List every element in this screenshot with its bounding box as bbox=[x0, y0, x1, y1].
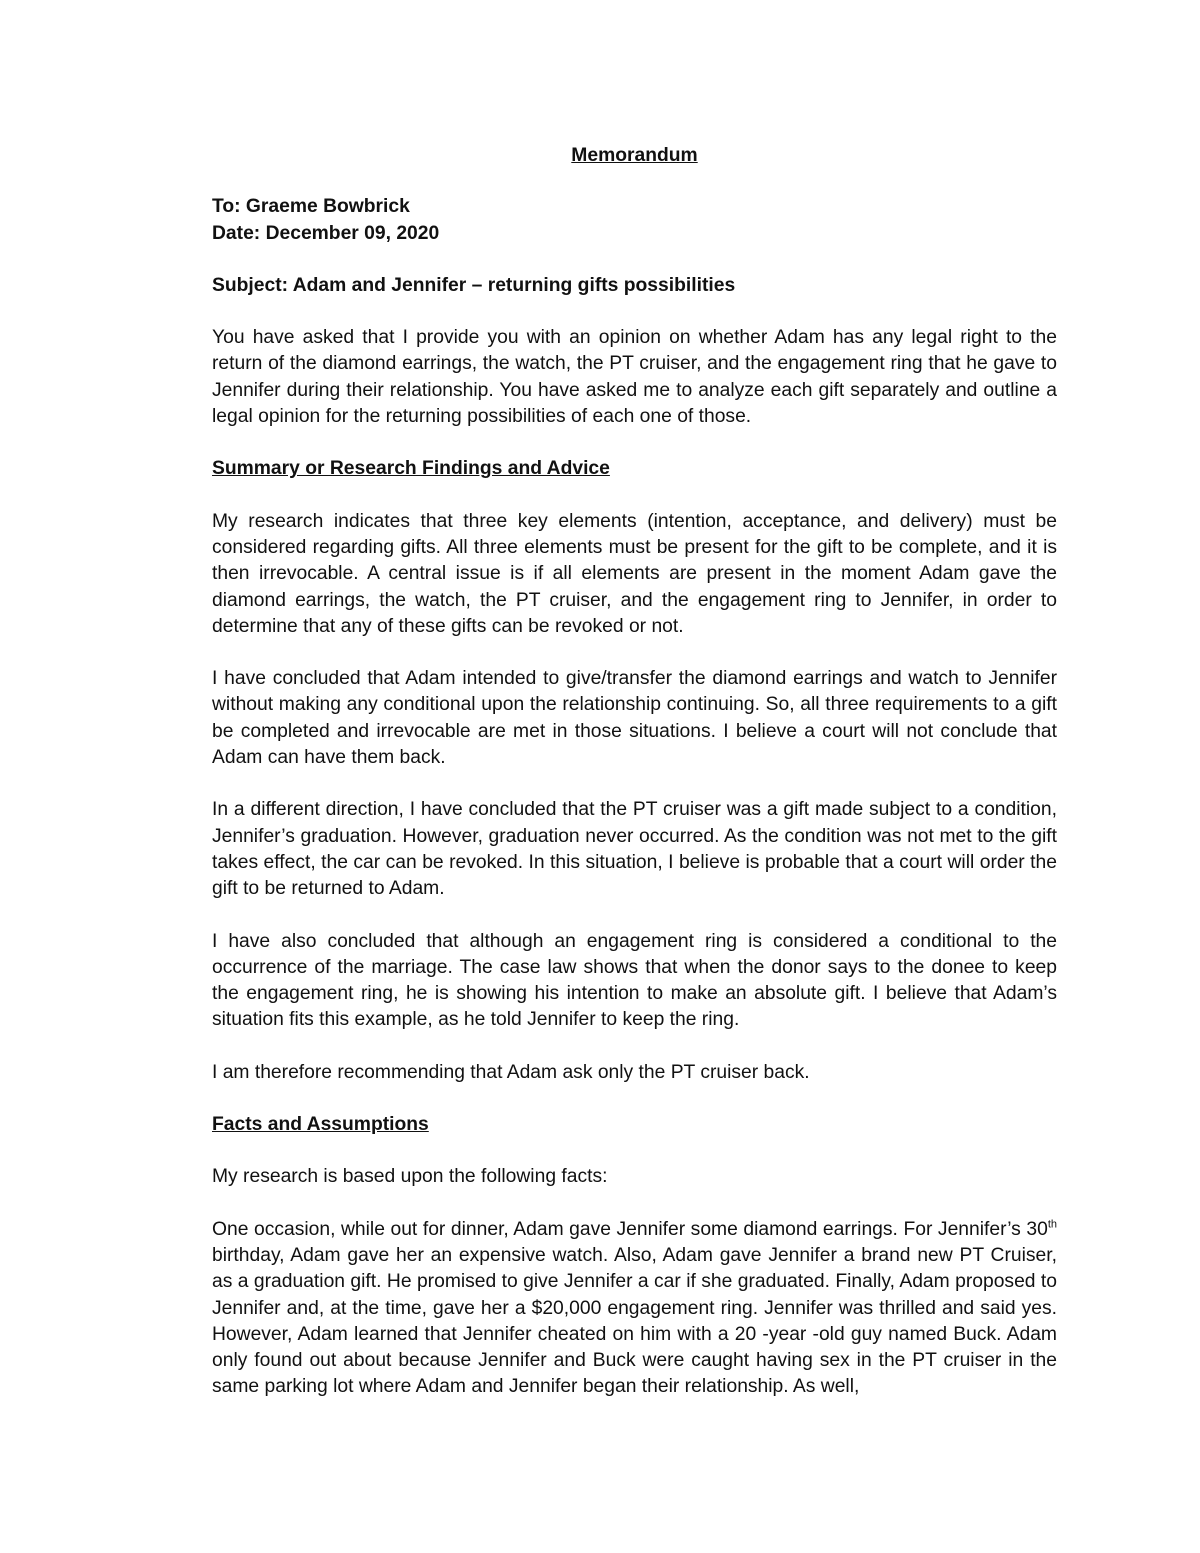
memo-subject-line: Subject: Adam and Jennifer – returning gifts possibilities bbox=[212, 274, 736, 296]
memo-title: Memorandum bbox=[571, 145, 698, 166]
facts-text-end: birthday, Adam gave her an expensive watch. Also, Adam gave Jennifer a brand new PT Cruiser, as a graduation gift. He promised to give Jennifer a car if she graduated. Finally, Adam proposed to Jennifer and, at the time, gave her a $20,000 engagement ring. Jennifer was thrilled and said yes. However, Adam learned that Jennifer cheated on him with a 20 -year -old guy named Buck. Adam only found out about because Jennifer and Buck were caught having sex in the PT cruiser in the same parking lot where Adam and Jennifer began their relationship. As well, bbox=[212, 1244, 1057, 1398]
summary-paragraph: In a different direction, I have concluded that the PT cruiser was a gift made subject to a condition, Jennifer’s graduation. However, graduation never occurred. As the condition was not met to the gift takes effect, the car can be revoked. In this situation, I believe is probable that a court will order the gift to be returned to Adam. bbox=[212, 799, 1057, 900]
recommendation-paragraph: I am therefore recommending that Adam ask only the PT cruiser back. bbox=[212, 1061, 810, 1083]
memo-to-line: To: Graeme Bowbrick bbox=[212, 196, 410, 218]
facts-text-start: One occasion, while out for dinner, Adam gave Jennifer some diamond earrings. For Jennifer’s 30 bbox=[212, 1218, 1048, 1240]
ordinal-suffix: th bbox=[1047, 1218, 1057, 1231]
summary-paragraph: I have also concluded that although an engagement ring is considered a conditional to the occurrence of the marriage. The case law shows that when the donor says to the donee to keep the engagement ring, he is showing his intention to make an absolute gift. I believe that Adam’s situation fits this example, as he told Jennifer to keep the ring. bbox=[212, 930, 1057, 1031]
memo-page bbox=[212, 143, 1057, 1401]
summary-paragraph: My research indicates that three key elements (intention, acceptance, and delivery) must be considered regarding gifts. All three elements must be present for the gift to be complete, and it is then irrevocable. A central issue is if all elements are present in the moment Adam gave the diamond earrings, the watch, the PT cruiser, and the engagement ring to Jennifer, in order to determine that any of these gifts can be revoked or not. bbox=[212, 510, 1057, 637]
facts-heading: Facts and Assumptions bbox=[212, 1114, 429, 1136]
facts-lead: My research is based upon the following facts: bbox=[212, 1166, 608, 1188]
summary-paragraph: I have concluded that Adam intended to give/transfer the diamond earrings and watch to Jennifer without making any conditional upon the relationship continuing. So, all three requirements to a gift be completed and irrevocable are met in those situations. I believe a court will not conclude that Adam can have them back. bbox=[212, 668, 1057, 769]
intro-paragraph: You have asked that I provide you with an opinion on whether Adam has any legal right to the return of the diamond earrings, the watch, the PT cruiser, and the engagement ring that he gave to Jennifer during their relationship. You have asked me to analyze each gift separately and outline a legal opinion for the returning possibilities of each one of those. bbox=[212, 327, 1057, 428]
memo-date-line: Date: December 09, 2020 bbox=[212, 222, 440, 244]
facts-paragraph bbox=[212, 1217, 1057, 1401]
summary-heading: Summary or Research Findings and Advice bbox=[212, 458, 610, 480]
